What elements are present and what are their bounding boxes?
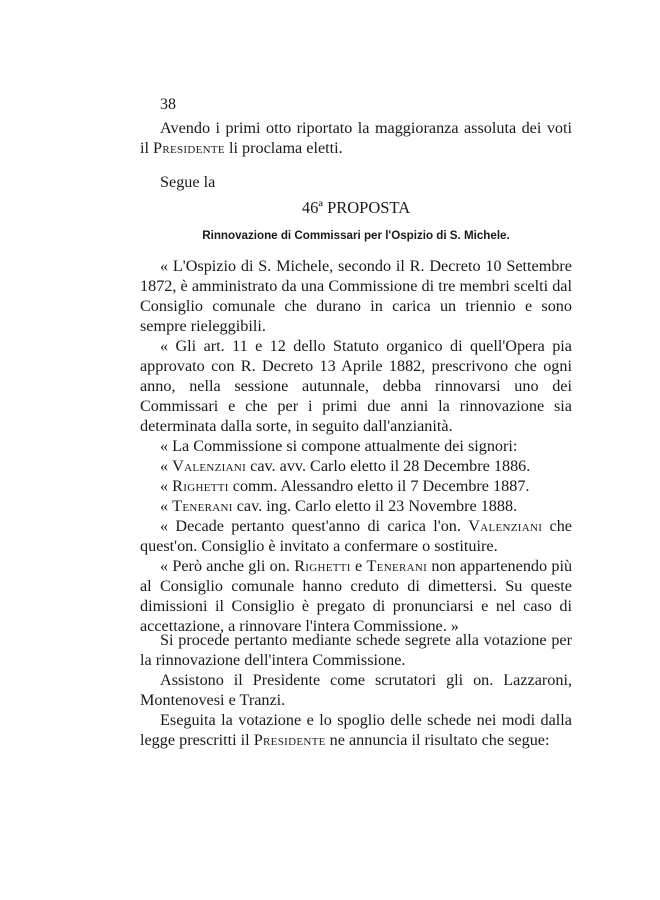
member-line-3 — [140, 496, 572, 516]
intro-text — [140, 118, 572, 158]
p5-text-a: « Però anche gli on. — [160, 557, 290, 575]
body-paragraph-1: « L'Ospizio di S. Michele, secondo il R. Decreto 10 Settembre 1872, è amministrato da una Commissione di tre membri scelti dal Consiglio comunale che durano in carica un triennio e sono sempre rieleggibili. — [140, 257, 572, 335]
segue-text: Segue la — [160, 173, 216, 191]
member-details: cav. ing. Carlo eletto il 23 Novembre 1888. — [236, 497, 518, 515]
member-name: Tenerani — [172, 497, 233, 515]
member-name: Righetti — [294, 557, 351, 575]
body-paragraph-3: « La Commissione si compone attualmente dei signori: — [160, 437, 518, 455]
closing-paragraph-2: Assistono il Presidente come scrutatori gli on. Lazzaroni, Montenovesi e Tranzi. — [140, 671, 572, 709]
closing-paragraph-3 — [140, 710, 572, 750]
intro-paragraph — [140, 118, 572, 158]
p3-text-b: ne annuncia il risultato che segue: — [329, 731, 550, 749]
member-details: comm. Alessandro eletto il 7 Decembre 1887. — [232, 477, 530, 495]
closing-section — [140, 630, 572, 750]
page-number: 38 — [160, 96, 176, 113]
closing-paragraph-1: Si procede pertanto mediante schede segrete alla votazione per la rinnovazione dell'intera Commissione. — [140, 631, 572, 669]
proposal-title: 46ª PROPOSTA — [301, 198, 411, 217]
p5-text-b: non appartenendo più al Consiglio comunale hanno creduto di dimettersi. Su queste dimissioni il Consiglio è pregato di pronunciarsi e nel caso di accettazione, a rinnovare l'intera Commissione. » — [140, 557, 573, 635]
p4-text-b: che quest'on. Consiglio è invitato a confermare o sostituire. — [140, 517, 572, 555]
proposal-subtitle: Rinnovazione di Commissari per l'Ospizio di S. Michele. — [202, 229, 510, 242]
intro-line: Avendo i primi otto riportato la maggioranza assoluta dei voti il — [140, 119, 572, 157]
member-name: Righetti — [172, 477, 229, 495]
presidente-label: Presidente — [253, 731, 326, 749]
member-name: Valenziani — [172, 457, 247, 475]
presidente-label: Presidente — [153, 139, 225, 157]
member-line-1 — [140, 456, 572, 476]
quote-mark: « — [160, 497, 169, 515]
body-paragraph-4 — [140, 516, 572, 556]
quote-mark: « — [160, 477, 169, 495]
p4-text-a: « Decade pertanto quest'anno di carica l'on. — [160, 517, 461, 535]
body-paragraph-2: « Gli art. 11 e 12 dello Statuto organico di quell'Opera pia approvato con R. Decreto 13 Aprile 1882, prescrivono che ogni anno, nella sessione autunnale, debba rinnovarsi uno dei Commissari e che per i primi due anni la rinnovazione sia determinata dalla sorte, in seguito dall'anzianità. — [140, 337, 572, 435]
proposal-body — [140, 256, 572, 636]
segue-paragraph — [140, 172, 572, 192]
intro-line-rest: li proclama eletti. — [228, 139, 343, 157]
body-paragraph-5 — [140, 556, 572, 636]
conjunction: e — [355, 557, 363, 575]
p3-text-a: Eseguita la votazione e lo spoglio delle schede nei modi dalla legge prescritti il — [140, 711, 572, 749]
member-name: Tenerani — [366, 557, 428, 575]
member-line-2 — [140, 476, 572, 496]
quote-mark: « — [160, 457, 169, 475]
member-details: cav. avv. Carlo eletto il 28 Decembre 1886. — [250, 457, 531, 475]
member-name: Valenziani — [468, 517, 543, 535]
